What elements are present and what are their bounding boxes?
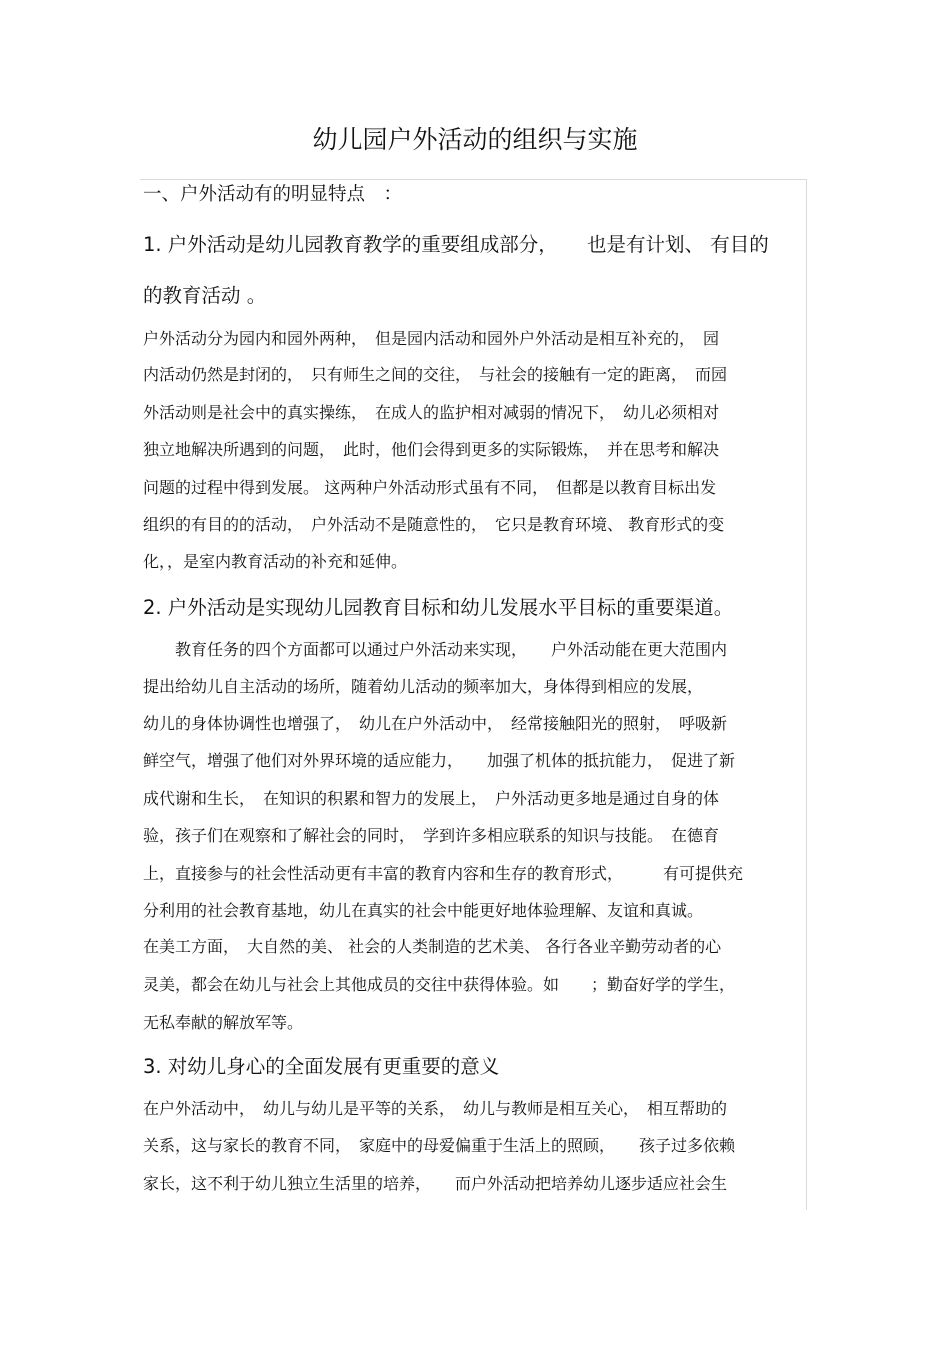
paragraph-3-line-2: 关系，这与家长的教育不同， 家庭中的母爱偏重于生活上的照顾， 孩子过多依赖 <box>143 1136 736 1155</box>
paragraph-2-line-6: 验，孩子们在观察和了解社会的同时， 学到许多相应联系的知识与技能。 在德育 <box>143 826 720 845</box>
paragraph-2-line-10: 灵美，都会在幼儿与社会上其他成员的交往中获得体验。如 ；勤奋好学的学生， <box>143 975 736 994</box>
paragraph-2-line-2: 提出给幼儿自主活动的场所，随着幼儿活动的频率加大，身体得到相应的发展， <box>143 677 704 696</box>
subheading-1-line-2: 的教育活动 。 <box>143 284 267 307</box>
paragraph-1-line-5: 问题的过程中得到发展。 这两种户外活动形式虽有不同， 但都是以教育目标出发 <box>143 478 717 497</box>
paragraph-2-line-11: 无私奉献的解放军等。 <box>143 1013 304 1032</box>
paragraph-1-line-1: 户外活动分为园内和园外两种， 但是园内活动和园外户外活动是相互补充的， 园 <box>143 329 720 348</box>
section-heading-features: 一、户外活动有的明显特点 ： <box>143 184 403 205</box>
paragraph-2-line-3: 幼儿的身体协调性也增强了， 幼儿在户外活动中， 经常接触阳光的照射， 呼吸新 <box>143 714 728 733</box>
subheading-3: 3. 对幼儿身心的全面发展有更重要的意义 <box>143 1055 500 1078</box>
paragraph-2-line-8: 分利用的社会教育基地，幼儿在真实的社会中能更好地体验理解、友谊和真诚。 <box>143 901 704 920</box>
paragraph-2-line-7: 上，直接参与的社会性活动更有丰富的教育内容和生存的教育形式， 有可提供充 <box>143 864 744 883</box>
paragraph-1-line-3: 外活动则是社会中的真实操练， 在成人的监护相对减弱的情况下， 幼儿必须相对 <box>143 403 720 422</box>
paragraph-3-line-3: 家长，这不利于幼儿独立生活里的培养， 而户外活动把培养幼儿逐步适应社会生 <box>143 1174 728 1193</box>
document-title: 幼儿园户外活动的组织与实施 <box>312 125 638 154</box>
paragraph-1-line-2: 内活动仍然是封闭的， 只有师生之间的交往， 与社会的接触有一定的距离， 而园 <box>143 365 728 384</box>
paragraph-1-line-7: 化，，是室内教育活动的补充和延伸。 <box>143 552 408 571</box>
paragraph-2-line-1: 教育任务的四个方面都可以通过户外活动来实现， 户外活动能在更大范围内 <box>143 640 728 659</box>
subheading-1-line-1: 1. 户外活动是幼儿园教育教学的重要组成部分， 也是有计划、 有目的 <box>143 233 769 256</box>
paragraph-2-line-9: 在美工方面， 大自然的美、 社会的人类制造的艺术美、 各行各业辛勤劳动者的心 <box>143 937 722 956</box>
paragraph-2-line-5: 成代谢和生长， 在知识的积累和智力的发展上， 户外活动更多地是通过自身的体 <box>143 789 720 808</box>
paragraph-3-line-1: 在户外活动中， 幼儿与幼儿是平等的关系， 幼儿与教师是相互关心， 相互帮助的 <box>143 1099 728 1118</box>
paragraph-1-line-6: 组织的有目的的活动， 户外活动不是随意性的， 它只是教育环境、 教育形式的变 <box>143 515 725 534</box>
paragraph-2-line-4: 鲜空气，增强了他们对外界环境的适应能力， 加强了机体的抵抗能力， 促进了新 <box>143 751 736 770</box>
paragraph-1-line-4: 独立地解决所遇到的问题， 此时，他们会得到更多的实际锻炼， 并在思考和解决 <box>143 440 720 459</box>
subheading-2: 2. 户外活动是实现幼儿园教育目标和幼儿发展水平目标的重要渠道。 <box>143 596 734 619</box>
